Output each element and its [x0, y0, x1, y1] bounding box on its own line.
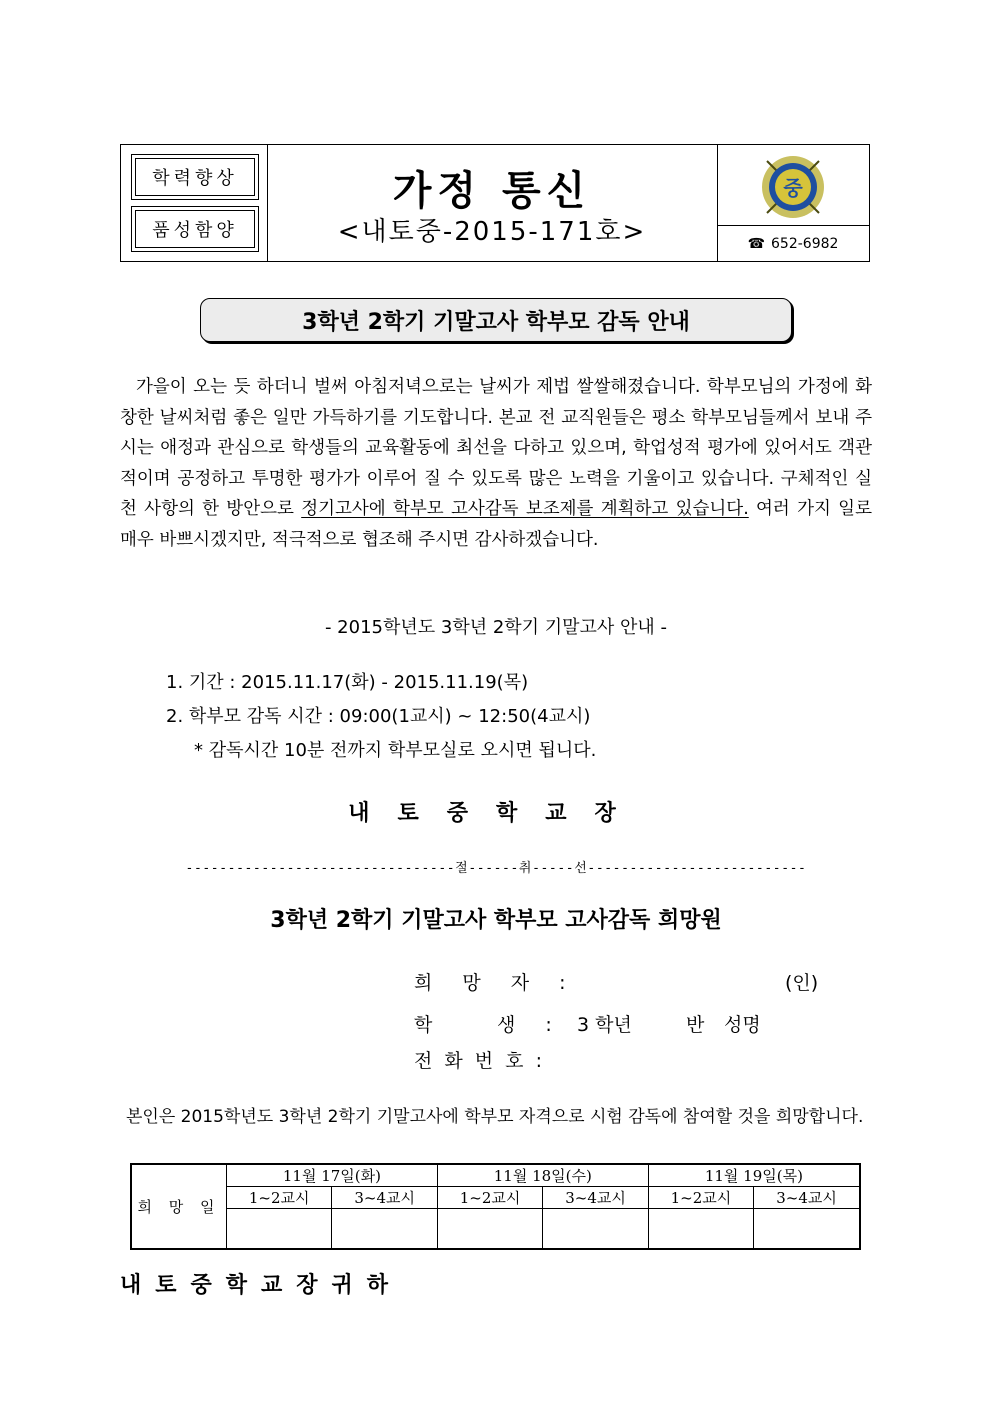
exam-info-heading: - 2015학년도 3학년 2학기 기말고사 안내 -: [324, 617, 668, 638]
arrival-note: * 감독시간 10분 전까지 학부모실로 오시면 됩니다.: [194, 740, 597, 761]
cut-label-3: 선: [574, 861, 588, 876]
phone-label: 전 화 번 호 :: [414, 1050, 545, 1072]
selection-cell[interactable]: [648, 1209, 753, 1249]
day-header: 11월 17일(화): [227, 1164, 438, 1187]
issue-number: <내토중-2015-171호>: [337, 217, 647, 247]
exam-period: 1. 기간 : 2015.11.17(화) - 2015.11.19(목): [166, 672, 529, 693]
intro-paragraph: [120, 372, 872, 555]
period-header: 3~4교시: [332, 1187, 437, 1209]
intro-text-a: 가을이 오는 듯 하더니 벌써 아침저녁으로는 날씨가 제법 쌀쌀해졌습니다. 학부모님의 가정에 화창한 날씨처럼 좋은 일만 가득하기를 기도합니다. 본교 전 교직원들은 평소 학부모님들께서 보내 주시는 애정과 관심으로 학생들의 교육활동에 최선을 다하고 있으며, 학업성적 평가에 있어서도 객관적이며 공정하고 투명한 평가가 이루어 질 수 있도록 많은 노력을 기울이고 있습니다. 구체적인 실천 사항의 한 방안으로: [120, 377, 872, 519]
cut-line: --------------------------------절------취-----선--------------------------: [185, 861, 807, 876]
newsletter-title: 가정 통신: [392, 167, 592, 214]
student-label-1: 학: [414, 1014, 433, 1036]
grade-value: 3 학년: [577, 1014, 632, 1036]
telephone-icon: ☎: [747, 236, 766, 252]
table-row: [131, 1164, 860, 1187]
notice-title: 3학년 2학기 기말고사 학부모 감독 안내: [200, 298, 792, 342]
pledge-text: 본인은 2015학년도 3학년 2학기 기말고사에 학부모 자격으로 시험 감독에 참여할 것을 희망합니다.: [126, 1107, 864, 1127]
cut-label-1: 절: [455, 861, 469, 876]
phone-number: 652-6982: [771, 236, 839, 252]
intro-text-b: 여러 가지 일로 매우 바쁘시겠지만, 적극적으로 협조해 주시면 감사하겠습니다.: [120, 499, 872, 550]
student-name-label: 성명: [724, 1014, 761, 1036]
selection-cell[interactable]: [332, 1209, 437, 1249]
school-logo: [761, 155, 825, 219]
seal-label: (인): [785, 972, 819, 994]
addressee: 내토중학교장귀하: [120, 1273, 403, 1298]
class-label: 반: [686, 1014, 705, 1036]
intro-highlight: 정기고사에 학부모 고사감독 보조제를 계획하고 있습니다.: [301, 499, 749, 519]
period-header: 3~4교시: [543, 1187, 648, 1209]
student-label-2: 생 :: [497, 1014, 564, 1036]
logo-text: 중: [783, 176, 803, 200]
selection-cell[interactable]: [543, 1209, 648, 1249]
newsletter-header: [120, 144, 870, 262]
motto-1: 학력향상: [152, 168, 238, 189]
schedule-table: [130, 1163, 861, 1250]
principal-signature: 내토중학교장: [348, 801, 644, 826]
applicant-label: 희 망 자 :: [414, 972, 578, 994]
period-header: 1~2교시: [227, 1187, 332, 1209]
day-header: 11월 18일(수): [437, 1164, 648, 1187]
school-panel: [717, 145, 869, 261]
period-header: 1~2교시: [437, 1187, 542, 1209]
motto-box-2: [131, 206, 259, 252]
selection-cell[interactable]: [754, 1209, 860, 1249]
row-header: 희 망 일: [131, 1164, 227, 1249]
selection-cell[interactable]: [437, 1209, 542, 1249]
selection-cell[interactable]: [227, 1209, 332, 1249]
form-title: 3학년 2학기 기말고사 학부모 고사감독 희망원: [270, 908, 722, 933]
supervision-time: 2. 학부모 감독 시간 : 09:00(1교시) ~ 12:50(4교시): [166, 706, 591, 727]
motto-panel: [121, 145, 268, 261]
period-header: 1~2교시: [648, 1187, 753, 1209]
cut-label-2: 취: [518, 861, 533, 876]
title-panel: [267, 145, 718, 261]
motto-box-1: [131, 154, 259, 200]
day-header: 11월 19일(목): [648, 1164, 860, 1187]
motto-2: 품성함양: [152, 220, 238, 241]
table-row: [131, 1209, 860, 1249]
table-row: [131, 1187, 860, 1209]
period-header: 3~4교시: [754, 1187, 860, 1209]
phone-row: [717, 225, 869, 262]
